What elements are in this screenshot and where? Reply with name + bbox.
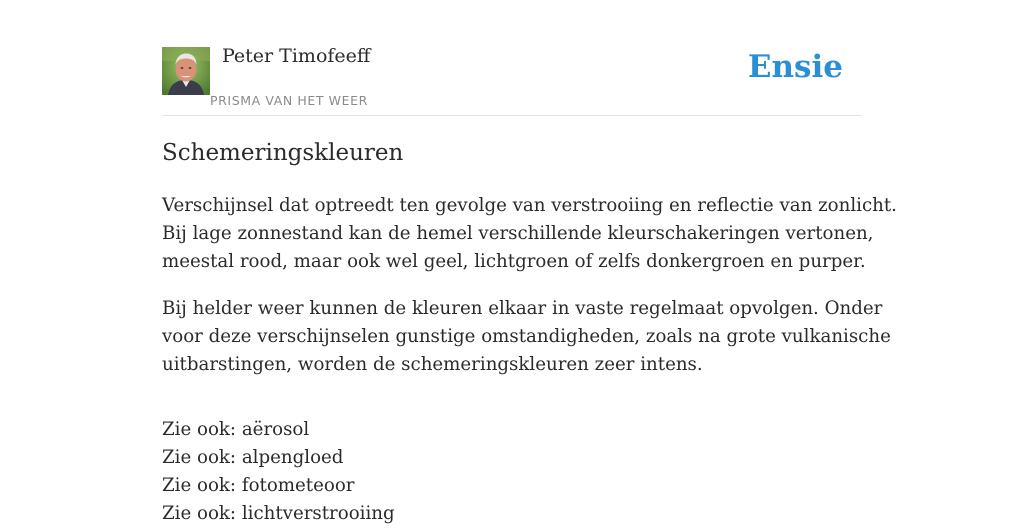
see-also-prefix: Zie ook: — [162, 419, 237, 440]
see-also-link[interactable]: alpengloed — [241, 447, 344, 468]
see-also-link[interactable]: aërosol — [241, 419, 310, 440]
paragraph-1-line-2: Bij lage zonnestand kan de hemel verschillende kleurschakeringen vertonen, — [162, 223, 874, 244]
see-also-item — [162, 444, 862, 472]
paragraph-2-line-2: voor deze verschijnselen gunstige omstandigheden, zoals na grote vulkanische — [162, 326, 891, 347]
article-header — [162, 0, 862, 116]
article-body — [162, 192, 897, 528]
see-also-prefix: Zie ook: — [162, 475, 237, 496]
see-also-list — [162, 416, 862, 528]
paragraph-2 — [162, 295, 891, 379]
see-also-prefix: Zie ook: — [162, 503, 237, 524]
article-title: Schemeringskleuren — [162, 140, 404, 166]
ensie-logo[interactable]: Ensie — [747, 49, 843, 85]
see-also-prefix: Zie ook: — [162, 447, 237, 468]
paragraph-2-line-1: Bij helder weer kunnen de kleuren elkaar in vaste regelmaat opvolgen. Onder — [162, 298, 883, 319]
paragraph-1 — [162, 192, 897, 276]
author-avatar[interactable] — [162, 47, 210, 95]
author-name[interactable]: Peter Timofeeff — [222, 45, 371, 67]
see-also-link[interactable]: fotometeoor — [241, 475, 355, 496]
author-portrait-icon — [162, 47, 210, 95]
publication-name[interactable]: PRISMA VAN HET WEER — [210, 93, 368, 108]
see-also-item — [162, 416, 862, 444]
see-also-item — [162, 472, 862, 500]
see-also-link[interactable]: lichtverstrooiing — [241, 503, 395, 524]
article-card — [162, 0, 897, 524]
paragraph-2-line-3: uitbarstingen, worden de schemeringskleuren zeer intens. — [162, 354, 703, 375]
paragraph-1-line-3: meestal rood, maar ook wel geel, lichtgroen of zelfs donkergroen en purper. — [162, 251, 866, 272]
paragraph-1-line-1: Verschijnsel dat optreedt ten gevolge van verstrooiing en reflectie van zonlicht. — [162, 195, 897, 216]
see-also-item — [162, 500, 862, 528]
